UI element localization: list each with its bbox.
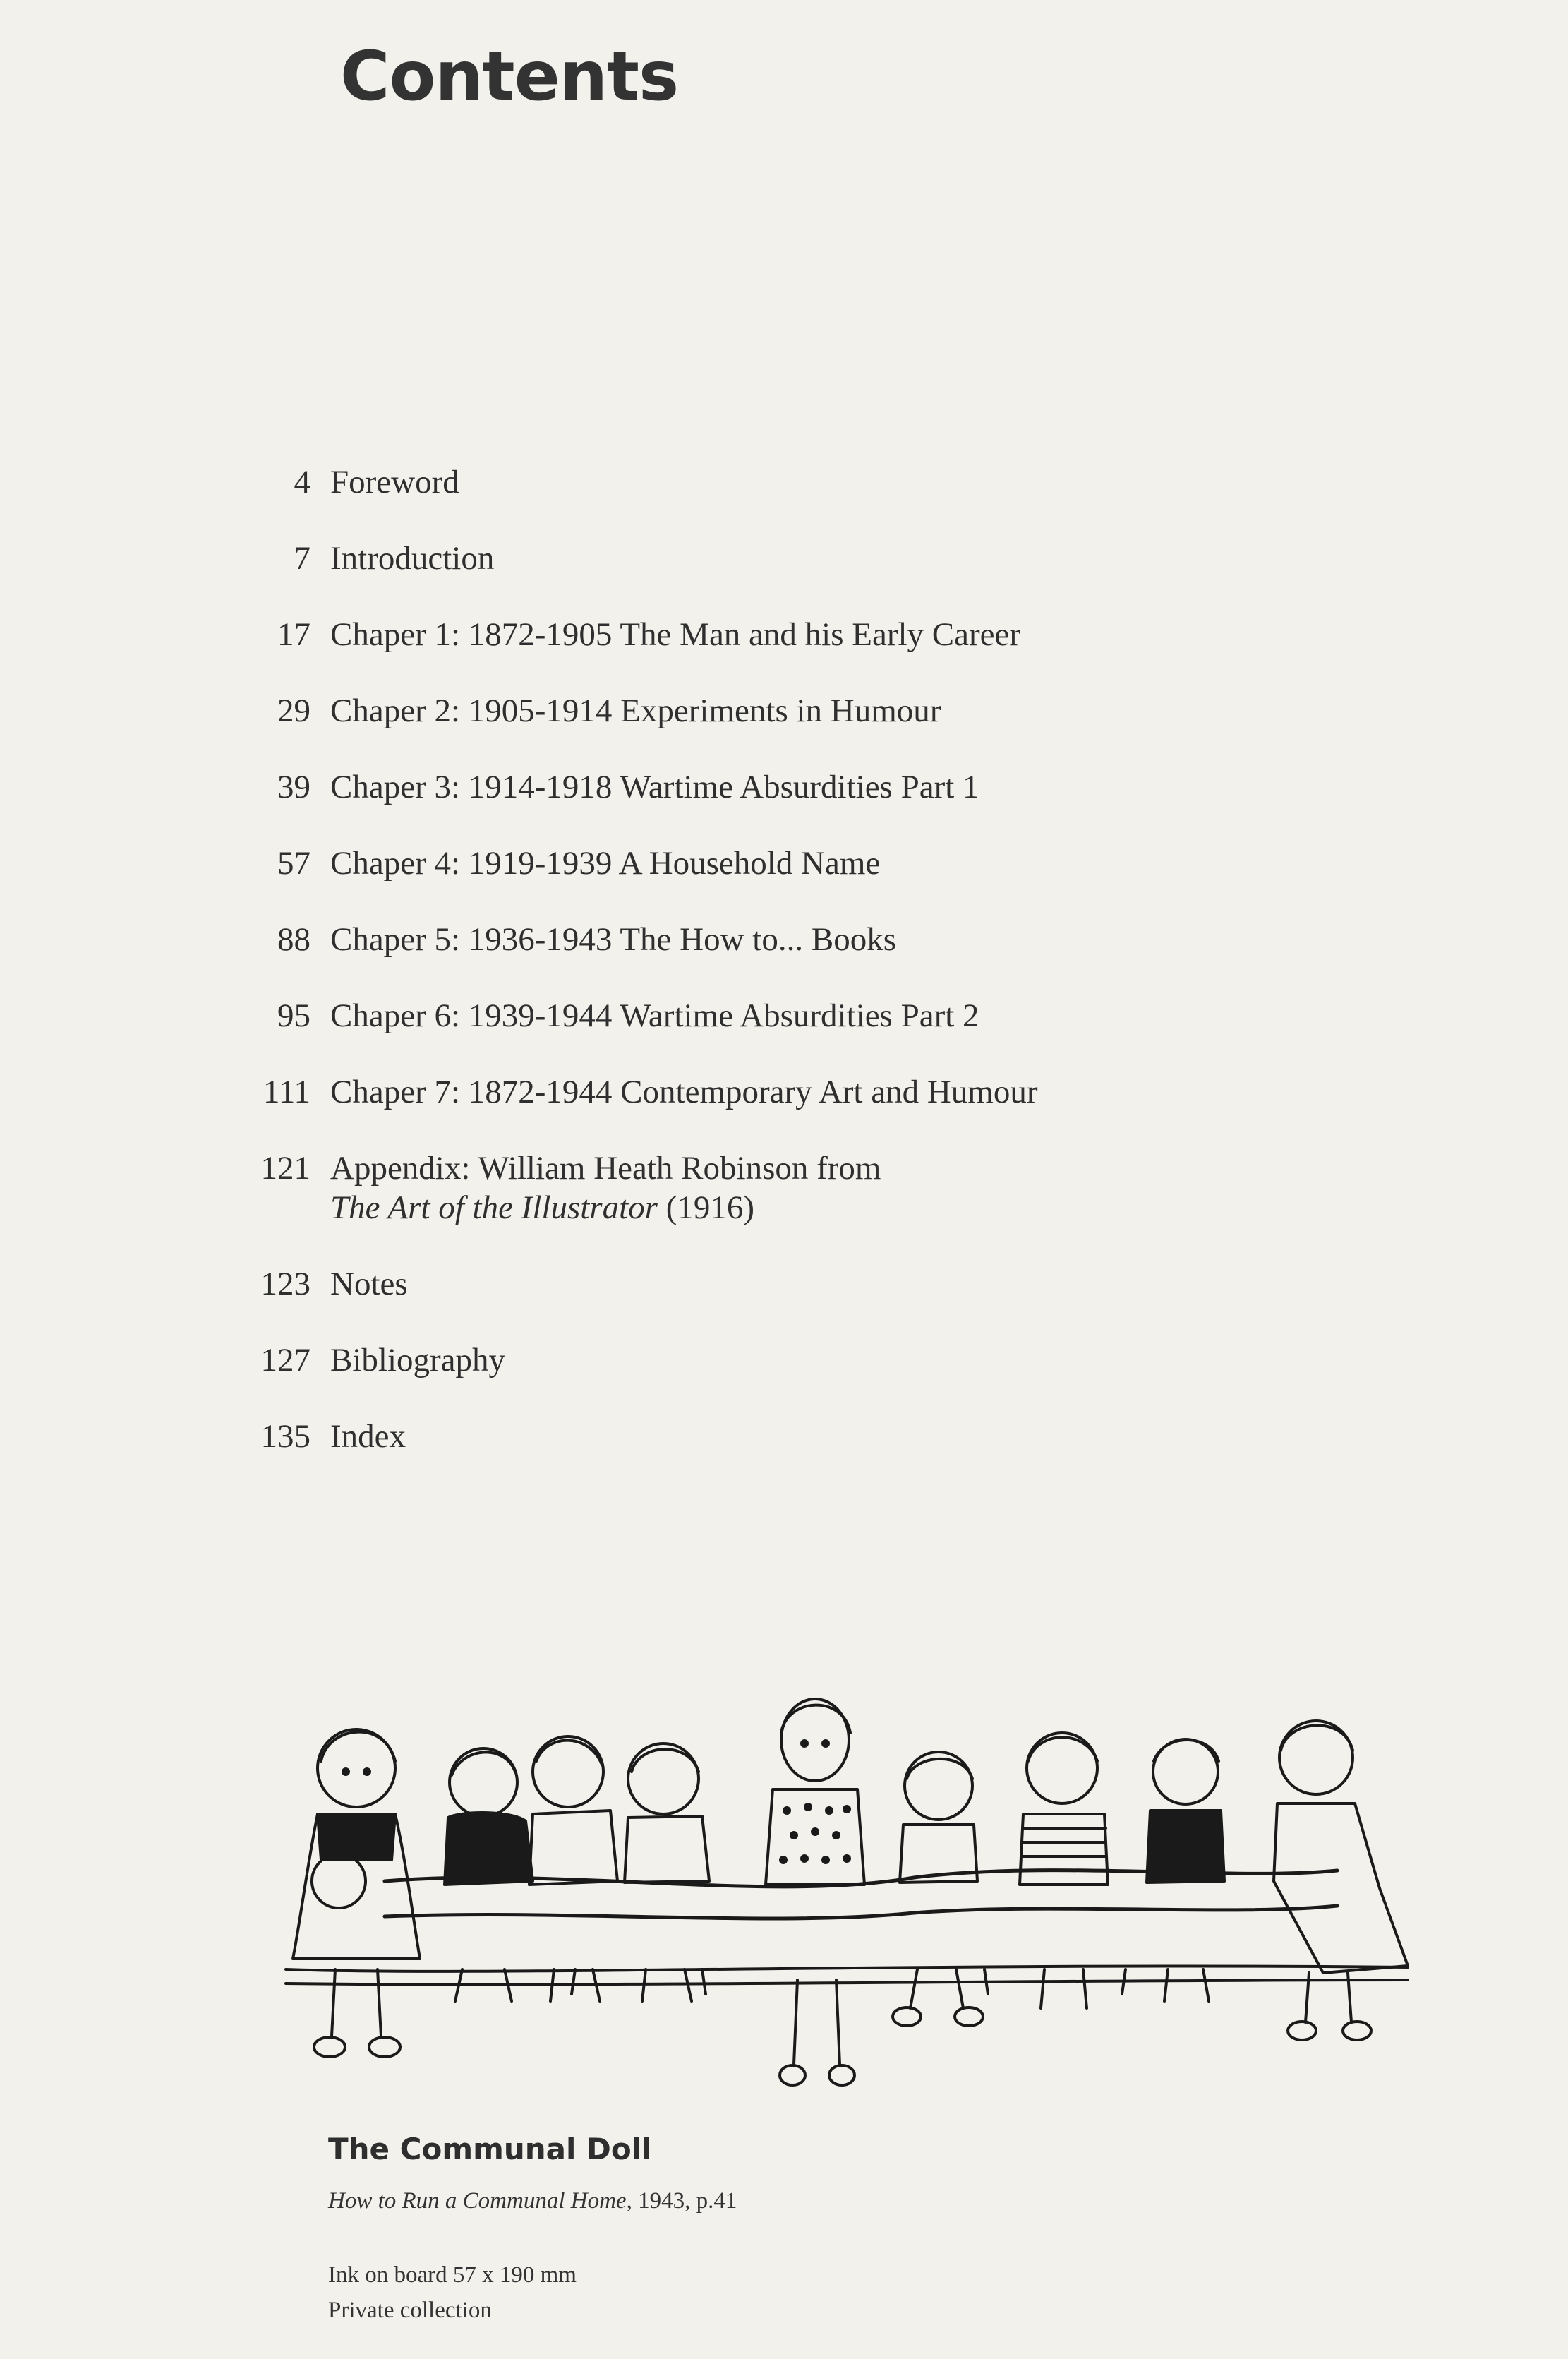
caption-source bbox=[328, 2188, 737, 2214]
toc-entry-bibliography[interactable] bbox=[233, 1340, 1291, 1380]
toc-entry-title: Chaper 7: 1872-1944 Contemporary Art and Humour bbox=[330, 1074, 1038, 1110]
toc-entry-notes[interactable] bbox=[233, 1264, 1291, 1304]
toc-entry-title: Foreword bbox=[330, 464, 459, 500]
toc-page-number: 111 bbox=[263, 1074, 310, 1110]
toc-entry-index[interactable] bbox=[233, 1417, 1291, 1456]
toc-entry-title: Chaper 1: 1872-1905 The Man and his Early Career bbox=[330, 616, 1021, 653]
toc-entry-title: Chaper 3: 1914-1918 Wartime Absurdities Part 1 bbox=[330, 769, 979, 805]
toc-entry-chapter-7[interactable] bbox=[233, 1072, 1291, 1112]
toc-entry-title: Notes bbox=[330, 1266, 408, 1302]
toc-page-number: 88 bbox=[277, 921, 310, 958]
caption-source-work: How to Run a Communal Home bbox=[328, 2188, 627, 2214]
table-of-contents bbox=[233, 462, 1291, 1456]
communal-doll-illustration-icon bbox=[279, 1691, 1415, 2093]
toc-page-number: 95 bbox=[277, 997, 310, 1034]
caption-source-detail: , 1943, p.41 bbox=[626, 2188, 737, 2214]
toc-entry-title: Chaper 2: 1905-1914 Experiments in Humour bbox=[330, 692, 941, 729]
toc-entry-chapter-2[interactable] bbox=[233, 691, 1291, 731]
toc-entry-title-text: Appendix: William Heath Robinson from bbox=[330, 1150, 881, 1187]
toc-entry-title: Chaper 5: 1936-1943 The How to... Books bbox=[330, 921, 896, 958]
toc-page-number: 29 bbox=[277, 692, 310, 729]
toc-entry-chapter-5[interactable] bbox=[233, 920, 1291, 959]
toc-entry-chapter-1[interactable] bbox=[233, 615, 1291, 654]
caption-collection: Private collection bbox=[328, 2298, 492, 2323]
toc-page-number: 4 bbox=[294, 464, 310, 500]
toc-page-number: 121 bbox=[260, 1150, 310, 1187]
toc-entry-title: Chaper 6: 1939-1944 Wartime Absurdities Part 2 bbox=[330, 997, 979, 1034]
toc-page-number: 57 bbox=[277, 845, 310, 882]
toc-page-number: 17 bbox=[277, 616, 310, 653]
toc-entry-title: Bibliography bbox=[330, 1342, 506, 1379]
toc-page-number: 135 bbox=[260, 1418, 310, 1455]
caption-title: The Communal Doll bbox=[328, 2132, 652, 2166]
toc-page-number: 7 bbox=[294, 540, 310, 577]
toc-entry-title: Introduction bbox=[330, 540, 495, 577]
toc-entry-title: Index bbox=[330, 1418, 406, 1455]
toc-entry-chapter-6[interactable] bbox=[233, 996, 1291, 1036]
toc-entry-subtitle: The Art of the Illustrator bbox=[330, 1189, 658, 1226]
page-title: Contents bbox=[340, 37, 679, 116]
caption-medium: Ink on board 57 x 190 mm bbox=[328, 2262, 577, 2288]
toc-entry-title: Chaper 4: 1919-1939 A Household Name bbox=[330, 845, 881, 882]
toc-entry-chapter-4[interactable] bbox=[233, 844, 1291, 883]
toc-page-number: 39 bbox=[277, 769, 310, 805]
toc-entry-chapter-3[interactable] bbox=[233, 767, 1291, 807]
toc-entry-introduction[interactable] bbox=[233, 539, 1291, 578]
toc-entry-appendix[interactable] bbox=[233, 1148, 1291, 1227]
toc-page-number: 127 bbox=[260, 1342, 310, 1379]
toc-entry-foreword[interactable] bbox=[233, 462, 1291, 502]
toc-entry-subtitle-suffix: (1916) bbox=[657, 1189, 755, 1226]
toc-page-number: 123 bbox=[260, 1266, 310, 1302]
toc-entry-title bbox=[330, 1148, 881, 1227]
